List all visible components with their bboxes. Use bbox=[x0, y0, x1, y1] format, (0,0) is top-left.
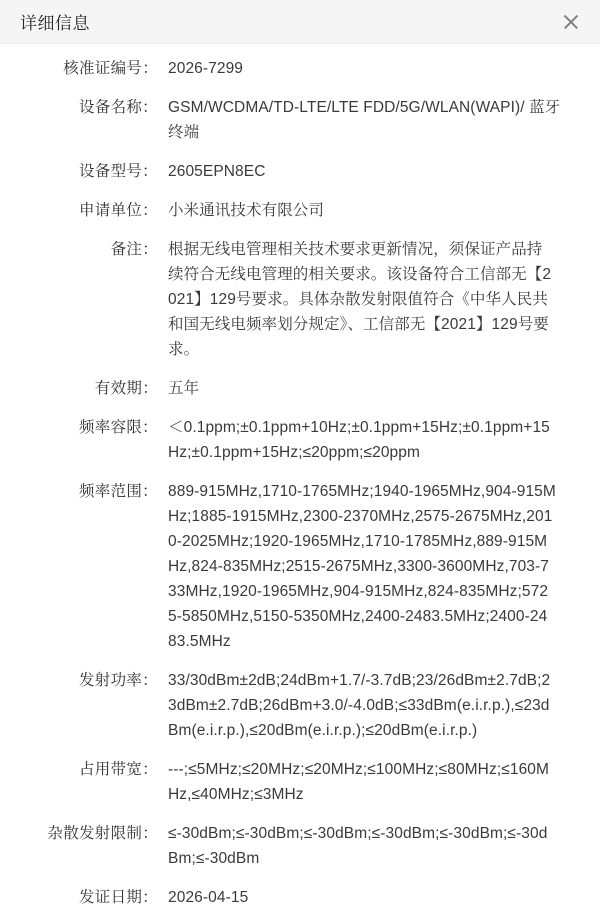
detail-row bbox=[0, 757, 586, 807]
detail-row-label: 核准证编号： bbox=[63, 60, 158, 77]
dialog-header bbox=[0, 0, 600, 44]
detail-row-value: 根据无线电管理相关技术要求更新情况，须保证产品持续符合无线电管理的相关要求。该设备符合工信部无【2021】129号要求。具体杂散发射限值符合《中华人民共和国无线电频率划分规定》、工信部无【2021】129号要求。 bbox=[168, 241, 552, 358]
detail-row-label: 申请单位： bbox=[78, 202, 158, 219]
detail-row-label: 设备名称： bbox=[78, 99, 158, 116]
detail-row-value: 小米通讯技术有限公司 bbox=[168, 202, 325, 219]
detail-row-value: 33/30dBm±2dB;24dBm+1.7/-3.7dB;23/26dBm±2.7dB;23dBm±2.7dB;26dBm+3.0/-4.0dB;≤33dBm(e.i.r.p.),≤23dBm(e.i.r.p.),≤20dBm(e.i.r.p.);≤20dBm(e.i.r.p.) bbox=[168, 672, 551, 739]
detail-row bbox=[0, 159, 586, 184]
detail-row-label: 频率容限： bbox=[78, 419, 158, 436]
dialog-title: 详细信息 bbox=[20, 14, 90, 33]
detail-row-value: GSM/WCDMA/TD-LTE/LTE FDD/5G/WLAN(WAPI)/ 蓝牙终端 bbox=[168, 99, 561, 141]
detail-row bbox=[0, 668, 586, 743]
detail-row-value: ≤-30dBm;≤-30dBm;≤-30dBm;≤-30dBm;≤-30dBm;≤-30dBm;≤-30dBm bbox=[168, 825, 548, 867]
detail-row bbox=[0, 479, 586, 654]
detail-row-label: 有效期： bbox=[94, 380, 158, 397]
detail-row-value: 2605EPN8EC bbox=[168, 163, 266, 180]
detail-row-label: 发证日期： bbox=[78, 889, 158, 906]
detail-row-value: ---;≤5MHz;≤20MHz;≤20MHz;≤100MHz;≤80MHz;≤160MHz,≤40MHz;≤3MHz bbox=[168, 761, 550, 803]
detail-row bbox=[0, 198, 586, 223]
detail-row-label: 占用带宽： bbox=[78, 761, 158, 778]
detail-row-label: 杂散发射限制： bbox=[47, 825, 158, 842]
detail-row bbox=[0, 237, 586, 362]
detail-row-label: 设备型号： bbox=[78, 163, 158, 180]
detail-row bbox=[0, 821, 586, 871]
detail-row-label: 备注： bbox=[110, 241, 158, 258]
detail-row-label: 发射功率： bbox=[78, 672, 158, 689]
detail-row bbox=[0, 95, 586, 145]
detail-row-list bbox=[0, 56, 600, 910]
detail-row-value: ＜0.1ppm;±0.1ppm+10Hz;±0.1ppm+15Hz;±0.1ppm+15Hz;±0.1ppm+15Hz;≤20ppm;≤20ppm bbox=[168, 419, 550, 461]
detail-row bbox=[0, 376, 586, 401]
detail-row bbox=[0, 56, 586, 81]
detail-row-value: 889-915MHz,1710-1765MHz;1940-1965MHz,904-915MHz;1885-1915MHz,2300-2370MHz,2575-2675MHz,2010-2025MHz;1920-1965MHz,1710-1785MHz,889-915MHz,824-835MHz;2515-2675MHz,3300-3600MHz,703-733MHz,1920-1965MHz,904-915MHz,824-835MHz;5725-5850MHz,5150-5350MHz,2400-2483.5MHz;2400-2483.5MHz bbox=[168, 483, 556, 650]
detail-row-label: 频率范围： bbox=[78, 483, 158, 500]
close-icon[interactable] bbox=[560, 11, 582, 33]
detail-row-value: 2026-04-15 bbox=[168, 889, 249, 906]
detail-row-value: 2026-7299 bbox=[168, 60, 244, 77]
detail-row bbox=[0, 415, 586, 465]
detail-row-value: 五年 bbox=[168, 380, 200, 397]
dialog-body bbox=[0, 44, 600, 924]
detail-row bbox=[0, 885, 586, 910]
